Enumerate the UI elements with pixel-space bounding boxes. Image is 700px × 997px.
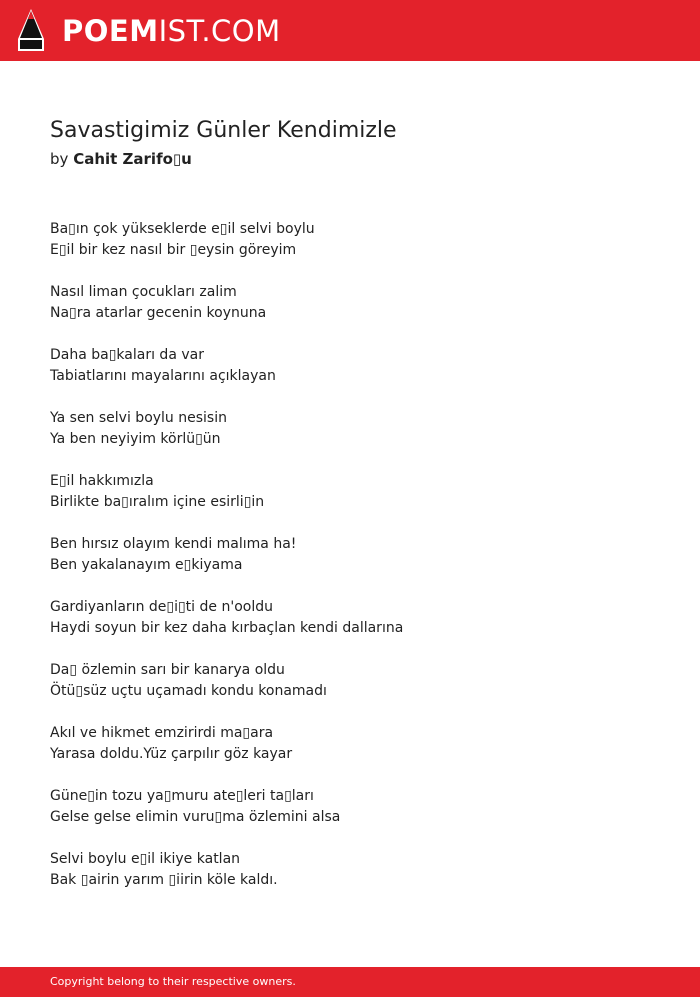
logo-bold-text: POEM — [62, 14, 159, 48]
site-footer — [0, 967, 700, 997]
poem-line: Haydi soyun bir kez daha kırbaçlan kendi dallarına — [50, 620, 404, 636]
poem-body — [50, 219, 670, 912]
stanza — [50, 282, 670, 324]
poem-byline — [50, 149, 192, 169]
poem-line: Akıl ve hikmet emzirirdi ma▯ara — [50, 725, 274, 741]
poem-line: Ben yakalanayım e▯kiyama — [50, 557, 243, 573]
logo-light-text: IST.COM — [158, 14, 281, 48]
site-header — [0, 0, 700, 61]
poem-line: Nasıl liman çocukları zalim — [50, 284, 237, 300]
poem-line: Birlikte ba▯ıralım içine esirli▯in — [50, 494, 265, 510]
poem-line: Na▯ra atarlar gecenin koynuna — [50, 305, 267, 321]
poem-line: Ötü▯süz uçtu uçamadı kondu konamadı — [50, 683, 327, 699]
copyright-text: Copyright belong to their respective owners. — [50, 975, 296, 988]
by-label: by — [50, 150, 69, 168]
poem-line: Da▯ özlemin sarı bir kanarya oldu — [50, 662, 285, 678]
pencil-icon[interactable] — [18, 9, 44, 51]
site-logo[interactable] — [62, 14, 281, 48]
poem-line: E▯il bir kez nasıl bir ▯eysin göreyim — [50, 242, 297, 258]
poem-line: Ben hırsız olayım kendi malıma ha! — [50, 536, 297, 552]
poem-line: Daha ba▯kaları da var — [50, 347, 204, 363]
poem-line: Gelse gelse elimin vuru▯ma özlemini alsa — [50, 809, 341, 825]
stanza — [50, 786, 670, 828]
stanza — [50, 534, 670, 576]
poem-line: Ba▯ın çok yükseklerde e▯il selvi boylu — [50, 221, 315, 237]
stanza — [50, 723, 670, 765]
stanza — [50, 597, 670, 639]
poem-line: Güne▯in tozu ya▯muru ate▯leri ta▯ları — [50, 788, 314, 804]
poem-line: Tabiatlarını mayalarını açıklayan — [50, 368, 276, 384]
poem-line: Ya sen selvi boylu nesisin — [50, 410, 227, 426]
stanza — [50, 345, 670, 387]
poem-line: Yarasa doldu.Yüz çarpılır göz kayar — [50, 746, 293, 762]
stanza — [50, 219, 670, 261]
author-name: Cahit Zarifo▯u — [73, 150, 192, 168]
poem-line: Selvi boylu e▯il ikiye katlan — [50, 851, 241, 867]
poem-line: E▯il hakkımızla — [50, 473, 154, 489]
poem-line: Bak ▯airin yarım ▯iirin köle kaldı. — [50, 872, 278, 888]
stanza — [50, 471, 670, 513]
stanza — [50, 660, 670, 702]
stanza — [50, 408, 670, 450]
poem-line: Gardiyanların de▯i▯ti de n'ooldu — [50, 599, 273, 615]
poem-line: Ya ben neyiyim körlü▯ün — [50, 431, 221, 447]
poem-title: Savastigimiz Günler Kendimizle — [50, 118, 397, 143]
stanza — [50, 849, 670, 891]
